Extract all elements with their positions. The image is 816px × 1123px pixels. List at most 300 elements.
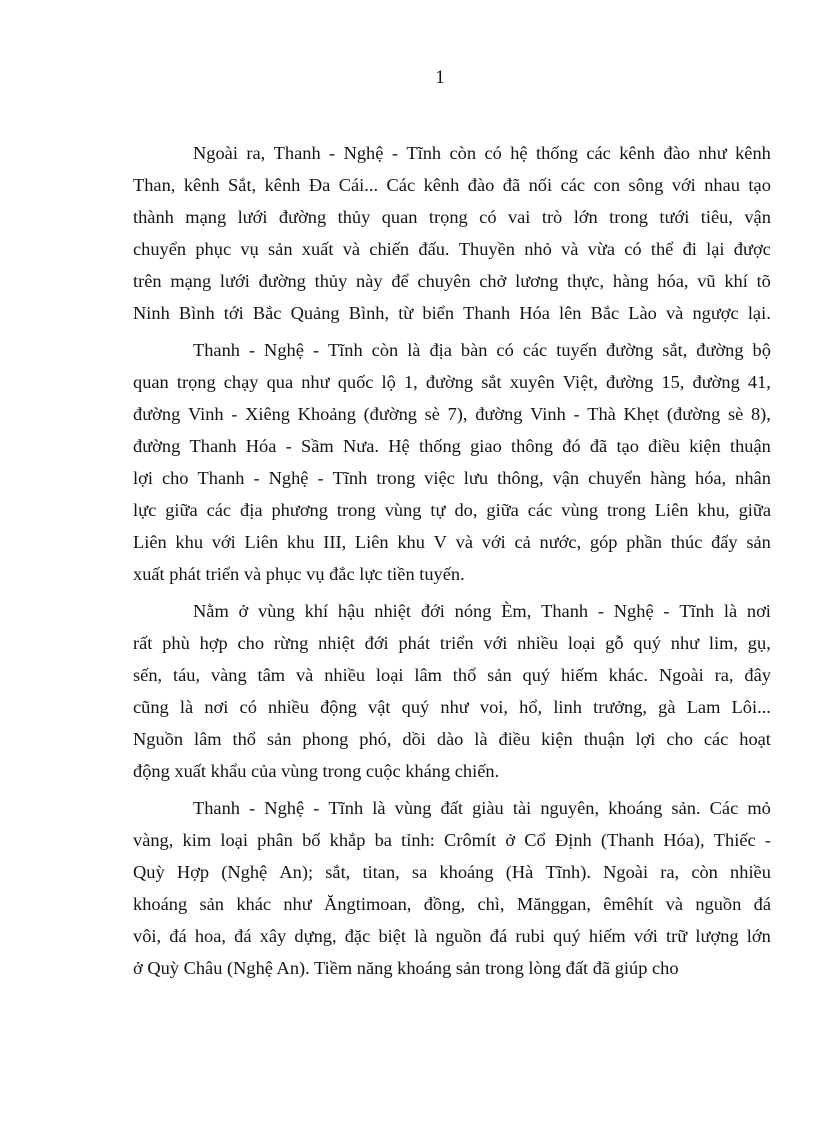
word: đường: [278, 207, 327, 227]
word: Ăngtimoan,: [324, 894, 412, 914]
text-line: [133, 663, 771, 687]
word: nhiều: [730, 862, 771, 882]
word: chuyển: [133, 239, 187, 259]
word: Hóa),: [663, 830, 705, 850]
word: có: [239, 697, 257, 717]
word: vai: [507, 207, 531, 227]
word: quốc: [337, 372, 374, 392]
word: triển: [439, 633, 474, 653]
word: 41,: [747, 372, 771, 392]
word: thổ: [232, 729, 256, 749]
word: thành: [133, 207, 174, 227]
text-line: [133, 892, 771, 916]
word: Thà: [587, 404, 616, 424]
word: như: [698, 143, 727, 163]
word: còn: [371, 340, 399, 360]
word: nguồn: [695, 894, 742, 914]
word: loại: [220, 830, 248, 850]
word: -: [285, 436, 292, 456]
word: kiện: [541, 729, 573, 749]
word: Nghệ: [268, 468, 309, 488]
word: bộ: [752, 340, 771, 360]
word: tiêu,: [700, 207, 733, 227]
word: đá: [489, 926, 508, 946]
word: -: [313, 798, 320, 818]
word: còn: [449, 143, 477, 163]
word: việc: [424, 468, 455, 488]
word: hợp: [199, 633, 228, 653]
word: là: [407, 340, 421, 360]
word: gà: [658, 697, 676, 717]
word: hoa,: [194, 926, 226, 946]
word: An);: [279, 862, 314, 882]
word: sản: [199, 894, 224, 914]
word: sến,: [133, 665, 163, 685]
word: loại: [567, 633, 596, 653]
word: Lam: [686, 697, 721, 717]
word: -: [663, 601, 670, 621]
word: hậu: [337, 601, 365, 621]
word: đới: [364, 633, 389, 653]
word: Nguồn: [133, 729, 184, 749]
word: Bắc: [252, 303, 282, 323]
word: lộ: [381, 372, 396, 392]
text-line: [133, 631, 771, 655]
text-line: [193, 338, 771, 362]
word: cho: [666, 729, 693, 749]
word: Lào: [628, 303, 657, 323]
word: đó: [562, 436, 581, 456]
word: đào: [663, 143, 690, 163]
word: lâm: [193, 729, 222, 749]
word: lớn: [746, 926, 771, 946]
word: quan: [381, 207, 418, 227]
word: dồi: [402, 729, 426, 749]
word: sắt: [481, 372, 502, 392]
word: tài: [512, 798, 532, 818]
word: trong: [609, 207, 648, 227]
word: Sầm: [301, 436, 334, 456]
word: nhiều: [324, 665, 366, 685]
word: Nưa.: [342, 436, 379, 456]
text-line: [133, 173, 771, 197]
word: (Hà: [505, 862, 534, 882]
word: Thanh: [197, 468, 245, 488]
word: kênh: [423, 175, 460, 195]
word: ngược: [692, 303, 739, 323]
word: voi,: [479, 697, 508, 717]
word: -: [764, 830, 771, 850]
word: quý: [633, 633, 661, 653]
word: nhiệt: [318, 633, 355, 653]
word: vàng,: [133, 830, 174, 850]
word: với: [671, 175, 696, 195]
word: Bình: [178, 303, 215, 323]
word: Tĩnh: [406, 143, 442, 163]
word: cho: [237, 633, 265, 653]
word: thực,: [567, 271, 605, 291]
word: vùng: [384, 500, 422, 520]
word: lượng: [695, 926, 739, 946]
word: Quỳ: [133, 862, 165, 882]
word: hiếm: [560, 665, 598, 685]
word: hóa,: [695, 468, 727, 488]
word: V: [433, 532, 447, 552]
word: thuận: [583, 729, 625, 749]
text-line: [133, 370, 771, 394]
word: phong: [302, 729, 349, 749]
word: gỗ: [605, 633, 624, 653]
word: dựng,: [294, 926, 337, 946]
word: lại: [706, 239, 725, 259]
text-line: [133, 237, 771, 261]
word: đấu.: [418, 239, 450, 259]
word: (Nghệ: [221, 862, 268, 882]
word: và: [665, 303, 684, 323]
word: phù: [162, 633, 190, 653]
text-line: [193, 141, 771, 165]
text-line: [133, 434, 771, 458]
word: địa: [240, 500, 263, 520]
word: xuất: [301, 239, 334, 259]
word: giàu: [472, 798, 504, 818]
word: đây: [744, 665, 771, 685]
word: hiếm: [588, 926, 626, 946]
word: với: [211, 532, 236, 552]
word: khoáng: [439, 862, 494, 882]
word: mạng: [185, 207, 227, 227]
word: khu,: [697, 500, 730, 520]
word: kim: [182, 830, 212, 850]
word: nơi: [204, 697, 229, 717]
word: ba: [374, 830, 392, 850]
word: các: [206, 500, 232, 520]
word: kênh: [183, 175, 220, 195]
word: qua: [266, 372, 294, 392]
word: Liên: [654, 500, 689, 520]
word: chuyển: [588, 468, 642, 488]
word: Hợp: [176, 862, 210, 882]
word: trữ: [666, 926, 688, 946]
word: phương: [271, 500, 328, 520]
word: sắt,: [662, 340, 688, 360]
word: sè: [727, 404, 744, 424]
word: -: [253, 468, 260, 488]
word: từ: [398, 303, 414, 323]
word: Thuyền: [458, 239, 515, 259]
word: nhiệt: [374, 601, 412, 621]
word: nơi: [746, 601, 771, 621]
word: động: [320, 697, 357, 717]
word: và: [342, 239, 361, 259]
word: tưới: [659, 207, 690, 227]
word: Thanh: [463, 303, 511, 323]
word: đới: [420, 601, 445, 621]
word: lên: [559, 303, 582, 323]
text-line: [133, 402, 771, 426]
word: Ngoài: [603, 862, 649, 882]
word: trong: [606, 500, 646, 520]
word: là: [723, 601, 738, 621]
word: vật: [368, 697, 391, 717]
word: tâm: [257, 665, 286, 685]
word: khoáng: [133, 894, 188, 914]
word: loại: [375, 665, 404, 685]
word: bàn: [460, 340, 488, 360]
word: lợi: [133, 468, 153, 488]
word: Crômít: [444, 830, 497, 850]
word: Xiêng: [245, 404, 291, 424]
word: biển: [422, 303, 455, 323]
word: có: [624, 239, 642, 259]
word: Đa: [308, 175, 331, 195]
word: hóa,: [657, 271, 689, 291]
word: khắp: [329, 830, 366, 850]
word: linh: [553, 697, 582, 717]
word: biệt: [378, 926, 407, 946]
word: bố: [302, 830, 321, 850]
word: đẩy: [711, 532, 738, 552]
text-line: [133, 301, 771, 325]
text-line: [133, 695, 771, 719]
word: lương: [515, 271, 559, 291]
word: hàng: [612, 271, 649, 291]
word: lưới: [219, 271, 250, 291]
word: kênh: [735, 143, 771, 163]
word: rubi: [515, 926, 545, 946]
word: Ninh: [133, 303, 170, 323]
word: Sắt,: [228, 175, 257, 195]
word: giữa: [738, 500, 771, 520]
word: vũ: [697, 271, 716, 291]
word: III,: [323, 532, 347, 552]
word: nóng: [454, 601, 492, 621]
word: Liên: [244, 532, 279, 552]
word: thông: [511, 436, 553, 456]
word: như: [301, 372, 330, 392]
word: điều: [648, 436, 680, 456]
word: vận: [552, 468, 580, 488]
word: khu: [397, 532, 425, 552]
word: Tĩnh: [679, 601, 715, 621]
word: -: [317, 468, 324, 488]
word: đường: [696, 340, 744, 360]
word: quý: [522, 665, 551, 685]
word: trò: [541, 207, 563, 227]
word: điều: [498, 729, 531, 749]
word: nhỏ: [524, 239, 552, 259]
word: Vinh: [530, 404, 566, 424]
word: với: [481, 532, 506, 552]
word: (đường: [363, 404, 417, 424]
text-line: [133, 530, 771, 554]
word: sắt,: [325, 862, 351, 882]
word: nhiều: [268, 697, 309, 717]
word: chạy: [223, 372, 259, 392]
word: lớn: [573, 207, 598, 227]
word: Thanh: [189, 436, 237, 456]
text-line: [133, 205, 771, 229]
word: thổ: [452, 665, 477, 685]
word: đặc: [344, 926, 371, 946]
word: và: [295, 665, 314, 685]
word: sản: [268, 239, 293, 259]
word: thủy: [314, 271, 348, 291]
word: khác: [236, 894, 272, 914]
word: Nghệ: [343, 143, 384, 163]
word: đường: [133, 436, 181, 456]
text-line: [133, 498, 771, 522]
word: sản.: [671, 798, 701, 818]
word: ra,: [660, 862, 680, 882]
text-line: [193, 796, 771, 820]
word: Nằm: [193, 601, 229, 621]
word: -: [391, 143, 398, 163]
word: vận: [744, 207, 771, 227]
word: phát: [398, 633, 431, 653]
word: giao: [470, 436, 502, 456]
word: -: [248, 340, 256, 360]
word: tạo: [616, 436, 639, 456]
word: Nghệ: [613, 601, 654, 621]
word: ở: [505, 830, 516, 850]
text-line: xuất phát triển và phục vụ đắc lực tiền tuyến.: [133, 564, 465, 584]
word: các: [522, 340, 548, 360]
word: Tĩnh: [328, 798, 364, 818]
word: như: [283, 894, 312, 914]
word: Nghệ: [264, 340, 304, 360]
word: quan: [133, 372, 169, 392]
word: Bình,: [348, 303, 390, 323]
word: Liên: [354, 532, 389, 552]
word: trọng: [176, 372, 216, 392]
word: và: [665, 894, 683, 914]
word: vôi,: [133, 926, 162, 946]
word: ra,: [714, 665, 734, 685]
word: 8),: [750, 404, 771, 424]
word: đi: [682, 239, 697, 259]
word: sa: [411, 862, 428, 882]
word: do,: [454, 500, 478, 520]
word: nguồn: [435, 926, 482, 946]
word: Ngoài: [193, 143, 238, 163]
word: đá: [234, 926, 252, 946]
word: chiến: [369, 239, 410, 259]
word: Tĩnh: [332, 468, 368, 488]
text-line: ở Quỳ Châu (Nghệ An). Tiềm năng khoáng sản trong lòng đất đã giúp cho: [133, 958, 679, 978]
word: cho: [161, 468, 189, 488]
word: đường: [606, 372, 654, 392]
word: Khẹt: [623, 404, 660, 424]
word: (đường: [666, 404, 721, 424]
word: chở: [479, 271, 507, 291]
word: Nghệ: [264, 798, 305, 818]
word: lâm: [414, 665, 442, 685]
word: Èm,: [501, 601, 532, 621]
word: thể: [650, 239, 674, 259]
word: con: [593, 175, 621, 195]
word: các: [586, 143, 611, 163]
word: để: [391, 271, 409, 291]
word: dào: [436, 729, 464, 749]
word: trong: [376, 468, 416, 488]
word: rất: [133, 633, 153, 653]
word: titan,: [362, 862, 400, 882]
word: khoáng: [608, 798, 663, 818]
text-line: [133, 828, 771, 852]
text-line: [133, 466, 771, 490]
word: phần: [626, 532, 662, 552]
word: vụ: [240, 239, 259, 259]
word: chì,: [477, 894, 505, 914]
word: sản: [746, 532, 771, 552]
word: là: [372, 798, 386, 818]
word: 7),: [447, 404, 468, 424]
word: -: [249, 798, 256, 818]
word: 1,: [403, 372, 418, 392]
text-line: [193, 599, 771, 623]
word: sản: [487, 665, 512, 685]
word: tuyến: [556, 340, 598, 360]
word: đào: [467, 175, 495, 195]
word: -: [573, 404, 580, 424]
word: lim,: [708, 633, 739, 653]
word: lợi: [635, 729, 656, 749]
word: Các: [386, 175, 416, 195]
word: hàng: [650, 468, 686, 488]
word: sè: [424, 404, 440, 424]
word: là: [179, 697, 194, 717]
word: Tĩnh: [327, 340, 363, 360]
word: có: [496, 340, 514, 360]
word: được: [733, 239, 771, 259]
word: đường: [133, 404, 181, 424]
word: địa: [429, 340, 452, 360]
word: Cổ: [524, 830, 546, 850]
word: đường: [425, 372, 474, 392]
word: phân: [257, 830, 293, 850]
word: Liên: [133, 532, 167, 552]
word: quý: [401, 697, 430, 717]
word: chuyên: [417, 271, 471, 291]
word: tỉnh:: [401, 830, 435, 850]
word: Việt,: [562, 372, 598, 392]
word: khu: [286, 532, 315, 552]
word: Tĩnh).: [545, 862, 591, 882]
word: Hệ: [388, 436, 410, 456]
word: có: [484, 143, 502, 163]
word: thuận: [730, 436, 771, 456]
word: Lôi...: [731, 697, 771, 717]
word: như: [670, 633, 700, 653]
word: nhau: [704, 175, 740, 195]
text-line: [133, 924, 771, 948]
word: đá: [753, 894, 771, 914]
word: -: [329, 143, 336, 163]
word: tạo: [748, 175, 771, 195]
word: hoạt: [739, 729, 771, 749]
word: nối: [528, 175, 553, 195]
word: Thanh: [193, 340, 240, 360]
word: Ngoài: [658, 665, 704, 685]
word: lại.: [747, 303, 771, 323]
word: còn: [691, 862, 718, 882]
word: lưới: [237, 207, 268, 227]
word: phục: [195, 239, 232, 259]
word: có: [479, 207, 497, 227]
word: Hóa: [245, 436, 277, 456]
text-line: [133, 727, 771, 751]
